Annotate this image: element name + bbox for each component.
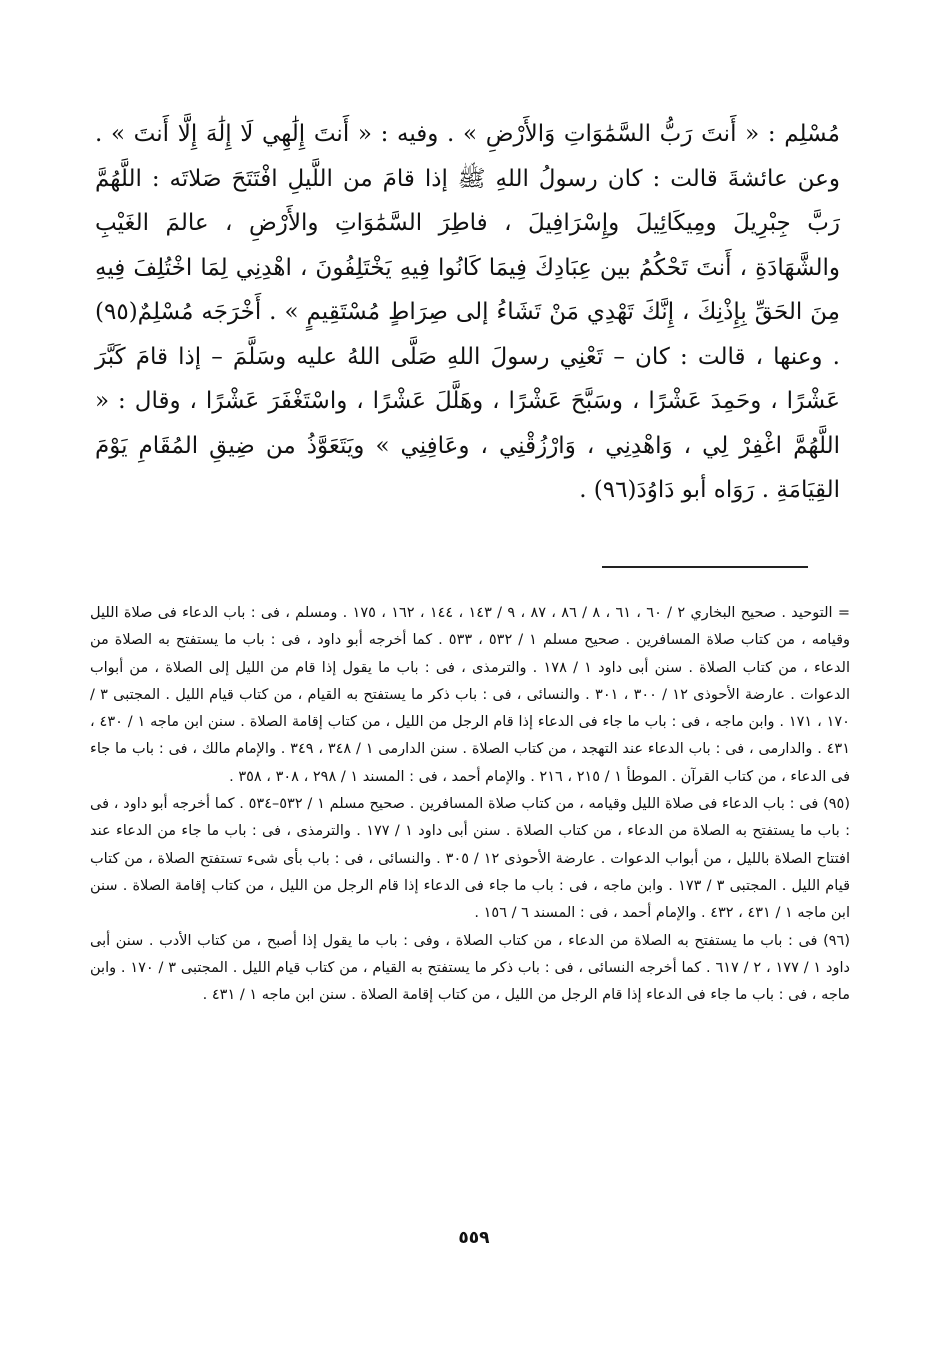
main-text-block xyxy=(95,112,840,513)
footnotes-block xyxy=(90,600,850,1009)
main-paragraph: مُسْلِم : « أَنتَ رَبُّ السَّمَٰوَاتِ وَالأَرْضِ » . وفيه : « أَنتَ إِلَٰهِي لَا إِلَٰهَ إِلَّا أَنتَ » . وعن عائشةَ قالت : كان رسولُ اللهِ ﷺ إذا قامَ من اللَّيلِ افْتَتَحَ صَلاتَه : اللَّهُمَّ رَبَّ جِبْرِيلَ ومِيكَائِيلَ وإِسْرَافِيلَ ، فاطِرَ السَّمَٰوَاتِ والأَرْضِ ، عالمَ الغَيْبِ والشَّهَادَةِ ، أَنتَ تَحْكُمُ بين عِبَادِكَ فِيمَا كَانُوا فِيهِ يَخْتَلِفُونَ ، اهْدِنِي لِمَا اخْتُلِفَ فِيهِ مِنَ الحَقِّ بِإِذْنِكَ ، إِنَّكَ تَهْدِي مَنْ تَشَاءُ إلى صِرَاطٍ مُسْتَقِيمٍ » . أَخْرَجَه مُسْلِمٌ(٩٥) . وعنها ، قالت : كان – تَعْنِي رسولَ اللهِ صَلَّى اللهُ عليه وسَلَّمَ – إذا قامَ كَبَّرَ عَشْرًا ، وحَمِدَ عَشْرًا ، وسَبَّحَ عَشْرًا ، وهَلَّلَ عَشْرًا ، واسْتَغْفَرَ عَشْرًا ، وقال : « اللَّهُمَّ اغْفِرْ لِي ، وَاهْدِنِي ، وَارْزُقْنِي ، وعَافِنِي » ويَتَعَوَّذُ من ضِيقِ المُقَامِ يَوْمَ القِيَامَةِ . رَوَاه أبو دَاوُدَ(٩٦) . xyxy=(95,121,840,503)
footnote-95: (٩٥) فى : باب الدعاء فى صلاة الليل وقيامه ، من كتاب صلاة المسافرين . صحيح مسلم ١ / ٥٣٢–٥٣٤ . كما أخرجه أبو داود ، فى : باب ما يستفتح به الصلاة من الدعاء ، من كتاب الصلاة . سنن أبى داود ١ / ١٧٧ . والترمذى ، فى : باب ما جاء من الدعاء عند افتتاح الصلاة بالليل ، من أبواب الدعوات . عارضة الأحوذى ١٢ / ٣٠٥ . والنسائى ، فى : باب بأى شىء تستفتح الصلاة ، من كتاب قيام الليل . المجتبى ٣ / ١٧٣ . وابن ماجه ، فى : باب ما جاء فى الدعاء إذا قام الرجل من الليل ، من كتاب إقامة الصلاة . سنن ابن ماجه ١ / ٤٣١ ، ٤٣٢ . والإمام أحمد ، فى : المسند ٦ / ١٥٦ . xyxy=(90,796,850,922)
page-number: ٥٥٩ xyxy=(458,1228,490,1248)
footnote-continuation: = التوحيد . صحيح البخاري ٢ / ٦٠ ، ٦١ ، ٨ / ٨٦ ، ٨٧ ، ٩ / ١٤٣ ، ١٤٤ ، ١٦٢ ، ١٧٥ . ومسلم ، فى : باب الدعاء فى صلاة الليل وقيامه ، من كتاب صلاة المسافرين . صحيح مسلم ١ / ٥٣٢ ، ٥٣٣ . كما أخرجه أبو داود ، فى : باب ما يستفتح به الصلاة من الدعاء ، من كتاب الصلاة . سنن أبى داود ١ / ١٧٨ . والترمذى ، فى : باب ما يقول إذا قام من الليل إلى الصلاة ، من أبواب الدعوات . عارضة الأحوذى ١٢ / ٣٠٠ ، ٣٠١ . والنسائى ، فى : باب ذكر ما يستفتح به القيام ، من كتاب قيام الليل . المجتبى ٣ / ١٧٠ ، ١٧١ . وابن ماجه ، فى : باب ما جاء فى الدعاء إذا قام الرجل من الليل ، من كتاب إقامة الصلاة . سنن ابن ماجه ١ / ٤٣٠ ، ٤٣١ . والدارمى ، فى : باب الدعاء عند التهجد ، من كتاب الصلاة . سنن الدارمى ١ / ٣٤٨ ، ٣٤٩ . والإمام مالك ، فى : باب ما جاء فى الدعاء ، من كتاب القرآن . الموطأ ١ / ٢١٥ ، ٢١٦ . والإمام أحمد ، فى : المسند ١ / ٢٩٨ ، ٣٠٨ ، ٣٥٨ . xyxy=(90,605,851,785)
footnote-96: (٩٦) فى : باب ما يستفتح به الصلاة من الدعاء ، من كتاب الصلاة ، وفى : باب ما يقول إذا أصبح ، من كتاب الأدب . سنن أبى داود ١ / ١٧٧ ، ٢ / ٦١٧ . كما أخرجه النسائى ، فى : باب ذكر ما يستفتح به القيام ، من كتاب قيام الليل . المجتبى ٣ / ١٧٠ . وابن ماجه ، فى : باب ما جاء فى الدعاء إذا قام الرجل من الليل ، من كتاب إقامة الصلاة . سنن ابن ماجه ١ / ٤٣١ . xyxy=(90,932,850,1004)
footnote-divider xyxy=(602,566,808,568)
